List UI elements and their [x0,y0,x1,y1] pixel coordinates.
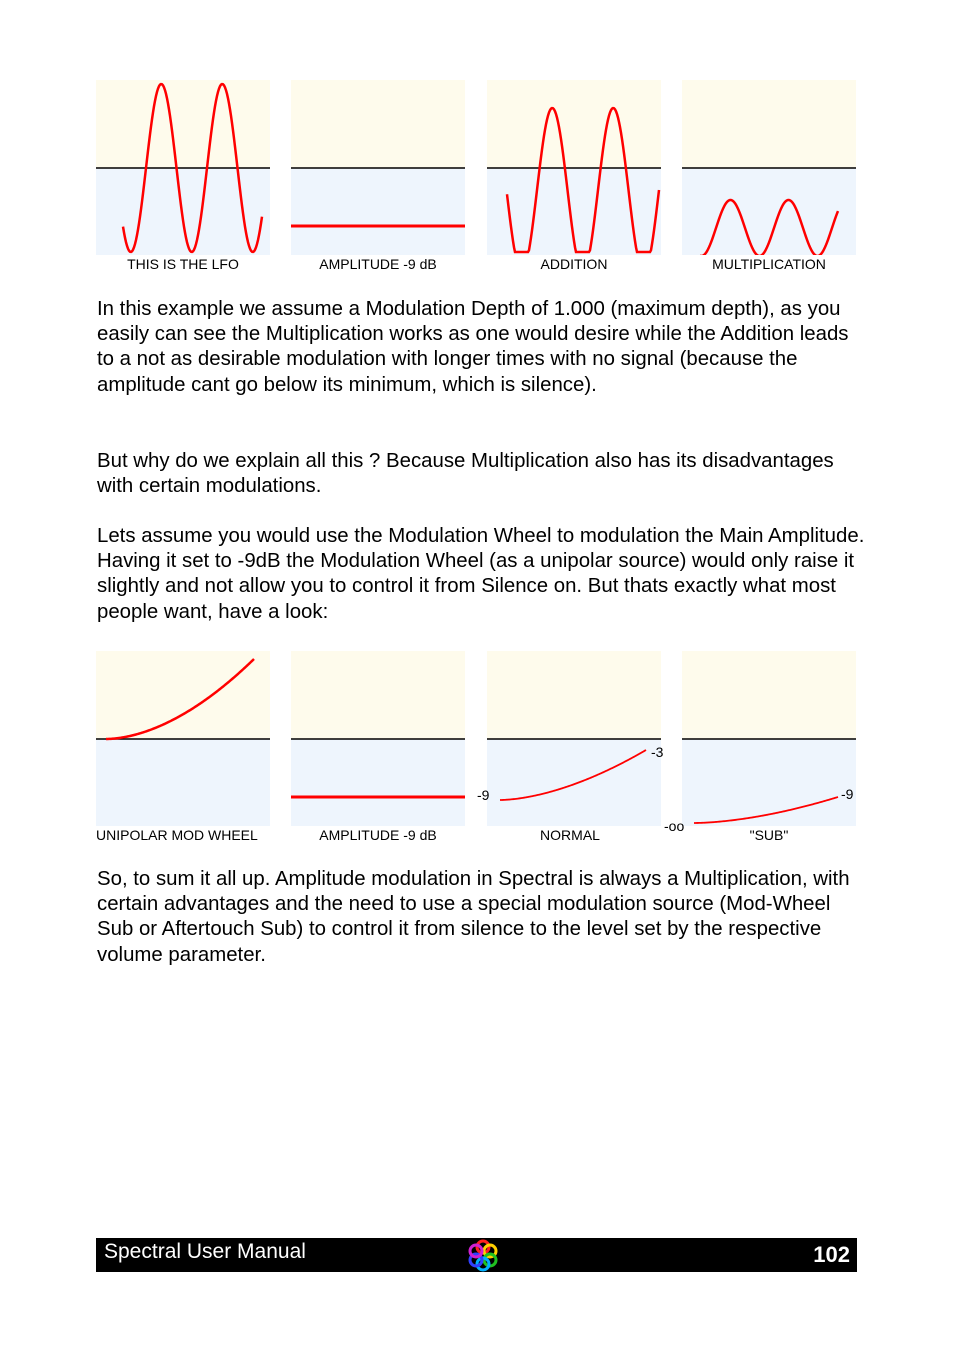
sub-graph [682,651,856,826]
multiplication-panel [682,80,856,255]
page-number: 102 [813,1242,850,1267]
sub-end-label: -9 [841,786,854,802]
unipolar-graph [96,651,270,826]
spectral-swirl-logo-icon [466,1238,500,1277]
multiplication-graph [682,80,856,255]
amplitude-graph-2 [291,651,465,826]
sub-start-label: -oo [664,818,685,834]
caption-unipolar: UNIPOLAR MOD WHEEL [96,827,258,843]
caption-lfo: THIS IS THE LFO [127,256,239,272]
sub-panel [682,651,856,826]
lfo-graph [96,80,270,255]
unipolar-panel [96,651,270,826]
paragraph-summary: So, to sum it all up. Amplitude modulation in Spectral is always a Multiplication, with certain advantages and the need to use a special modulation source (Mod-Wheel Sub or Aftertouch Sub) to control it from silence to the level set by the respective volume parameter. [97,868,850,966]
amplitude-graph [291,80,465,255]
paragraph-why-explain: But why do we explain all this ? Because Multiplication also has its disadvantages with certain modulations. [97,450,834,498]
caption-normal: NORMAL [540,827,600,843]
normal-start-label: -9 [477,787,490,803]
caption-multiplication: MULTIPLICATION [712,256,826,272]
normal-panel [487,651,664,826]
addition-panel [487,80,661,255]
addition-graph [487,80,661,255]
caption-amplitude-2: AMPLITUDE -9 dB [319,827,437,843]
caption-sub: "SUB" [749,827,789,843]
normal-end-label: -3 [651,744,664,760]
manual-title: Spectral User Manual [104,1240,306,1263]
normal-graph [487,651,664,826]
lfo-panel [96,80,270,255]
page-footer [96,1238,857,1272]
caption-addition: ADDITION [540,256,608,272]
paragraph-modulation-depth: In this example we assume a Modulation Depth of 1.000 (maximum depth), as you easily can see the Multiplication works as one would desire while the Addition leads to a not as desirable modulation with longer times with no signal (because the amplitude cant go below its minimum, which is silence). [97,298,849,396]
amplitude-panel [291,80,465,255]
amplitude-panel-2 [291,651,465,826]
paragraph-mod-wheel: Lets assume you would use the Modulation Wheel to modulation the Main Amplitude. Having it set to -9dB the Modulation Wheel (as a unipolar source) would only raise it slightly and not allow you to control it from Silence on. But thats exactly what most people want, have a look: [97,525,865,623]
caption-amplitude: AMPLITUDE -9 dB [319,256,437,272]
